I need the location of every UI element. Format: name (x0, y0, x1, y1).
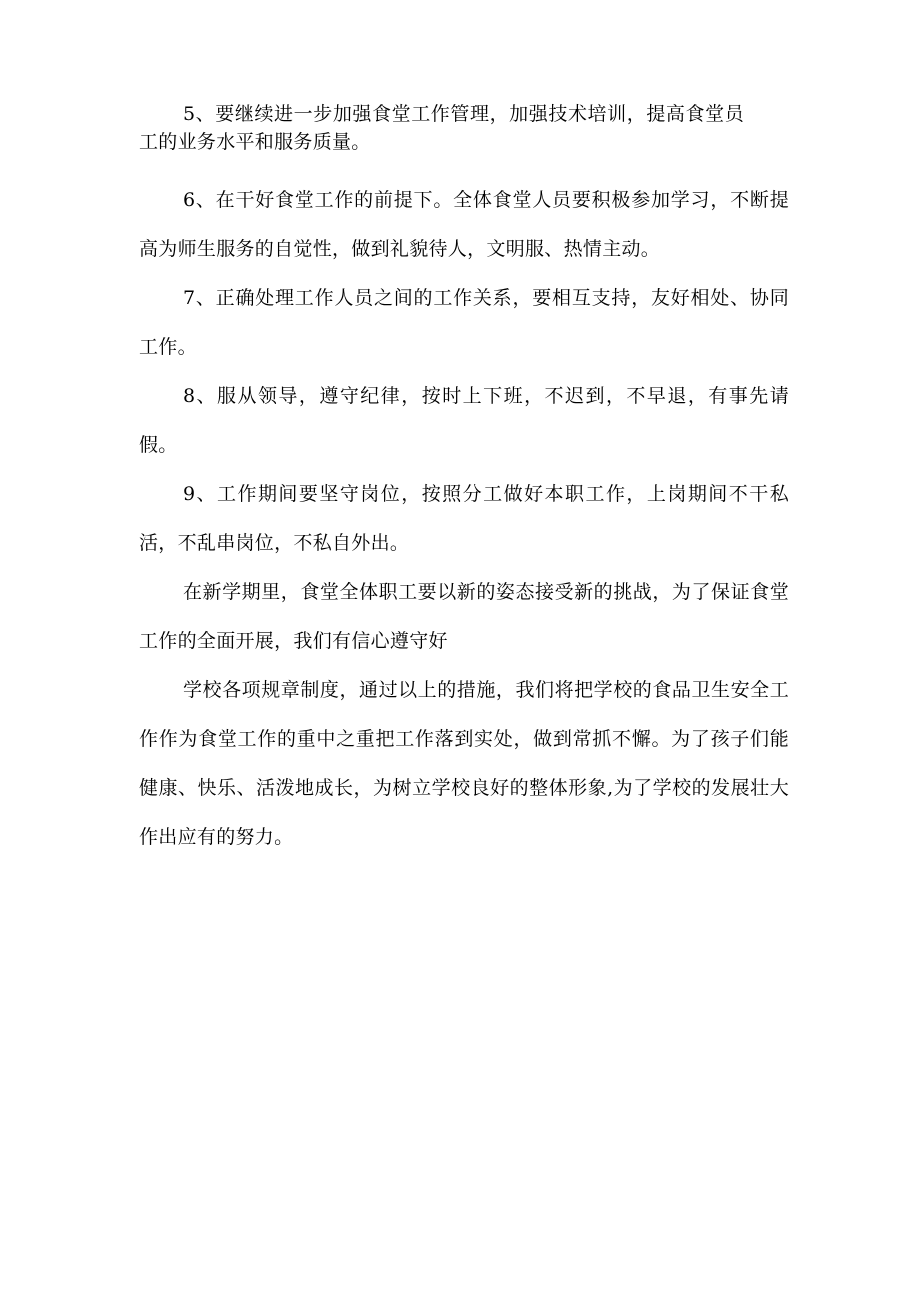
document-body (139, 100, 789, 862)
paragraph-item-6: 6、在干好食堂工作的前提下。全体食堂人员要积极参加学习，不断提高为师生服务的自觉性，做到礼貌待人，文明服、热情主动。 (139, 189, 789, 260)
paragraph-item-5: 5、要继续进一步加强食堂工作管理，加强技术培训，提高食堂员工的业务水平和服务质量。 (139, 103, 744, 153)
paragraph-item-8: 8、服从领导，遵守纪律，按时上下班，不迟到，不早退，有事先请假。 (139, 385, 789, 456)
paragraph-item-7: 7、正确处理工作人员之间的工作关系，要相互支持，友好相处、协同工作。 (139, 287, 789, 358)
paragraph-item-9: 9、工作期间要坚守岗位，按照分工做好本职工作，上岗期间不干私活，不乱串岗位，不私自外出。 (139, 483, 789, 554)
paragraph-conclusion: 学校各项规章制度，通过以上的措施，我们将把学校的食品卫生安全工作作为食堂工作的重中之重把工作落到实处，做到常抓不懈。为了孩子们能健康、快乐、活泼地成长，为树立学校良好的整体形象,为了学校的发展壮大作出应有的努力。 (139, 679, 789, 848)
paragraph-new-semester: 在新学期里，食堂全体职工要以新的姿态接受新的挑战，为了保证食堂工作的全面开展，我们有信心遵守好 (139, 581, 789, 652)
